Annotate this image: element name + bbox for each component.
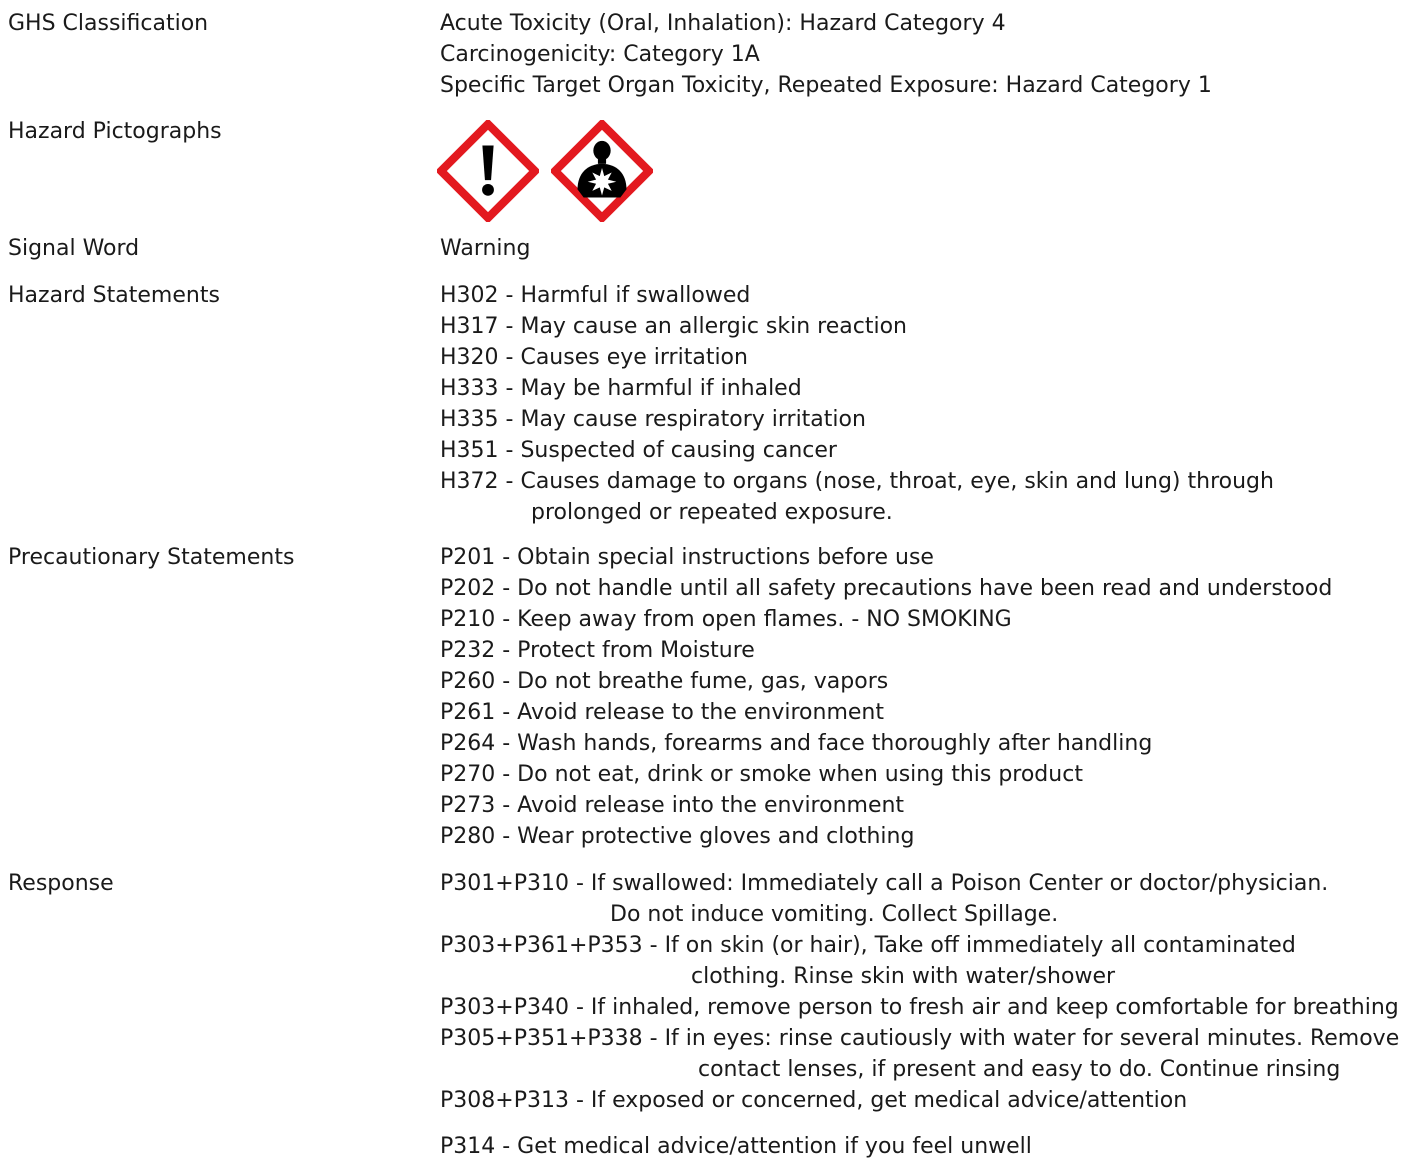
precautionary-statement: P232 - Protect from Moisture (440, 638, 755, 663)
precautionary-statement: P273 - Avoid release into the environment (440, 793, 905, 818)
precautionary-statement: P210 - Keep away from open flames. - NO SMOKING (440, 607, 1012, 632)
precautionary-statement: P280 - Wear protective gloves and clothing (440, 824, 915, 849)
ghs-classification-label: GHS Classification (8, 11, 209, 36)
response-statement-continuation: clothing. Rinse skin with water/shower (691, 964, 1116, 989)
precautionary-statement: P201 - Obtain special instructions before use (440, 545, 934, 570)
health-hazard-icon (551, 120, 653, 222)
hazard-statements-label: Hazard Statements (8, 283, 220, 308)
ghs-line: Acute Toxicity (Oral, Inhalation): Hazard Category 4 (440, 11, 1006, 36)
response-statement: P303+P340 - If inhaled, remove person to fresh air and keep comfortable for breathing (440, 995, 1399, 1020)
hazard-statement: H335 - May cause respiratory irritation (440, 407, 866, 432)
precautionary-statement: P260 - Do not breathe fume, gas, vapors (440, 669, 889, 694)
hazard-statement: H333 - May be harmful if inhaled (440, 376, 802, 401)
response-statement: P303+P361+P353 - If on skin (or hair), Take off immediately all contaminated (440, 933, 1296, 958)
hazard-statement: H317 - May cause an allergic skin reaction (440, 314, 907, 339)
precautionary-statement: P270 - Do not eat, drink or smoke when using this product (440, 762, 1083, 787)
precautionary-statement: P202 - Do not handle until all safety precautions have been read and understood (440, 576, 1333, 601)
response-label: Response (8, 871, 114, 896)
hazard-statement: H351 - Suspected of causing cancer (440, 438, 837, 463)
hazard-statement: H372 - Causes damage to organs (nose, throat, eye, skin and lung) through (440, 469, 1274, 494)
response-statement: P305+P351+P338 - If in eyes: rinse cautiously with water for several minutes. Remove (440, 1026, 1400, 1051)
precautionary-statement: P261 - Avoid release to the environment (440, 700, 884, 725)
hazard-statement: H302 - Harmful if swallowed (440, 283, 751, 308)
signal-word-label: Signal Word (8, 236, 140, 261)
response-statement: P314 - Get medical advice/attention if you feel unwell (440, 1134, 1032, 1159)
precautionary-statements-label: Precautionary Statements (8, 545, 295, 570)
exclamation-mark-icon (437, 120, 539, 222)
response-statement: P301+P310 - If swallowed: Immediately call a Poison Center or doctor/physician. (440, 871, 1329, 896)
hazard-statement-continuation: prolonged or repeated exposure. (531, 500, 893, 525)
hazard-pictographs-label: Hazard Pictographs (8, 119, 222, 144)
response-statement: P308+P313 - If exposed or concerned, get medical advice/attention (440, 1088, 1188, 1113)
ghs-line: Carcinogenicity: Category 1A (440, 42, 760, 67)
ghs-line: Specific Target Organ Toxicity, Repeated Exposure: Hazard Category 1 (440, 73, 1212, 98)
signal-word-value: Warning (440, 236, 531, 261)
precautionary-statement: P264 - Wash hands, forearms and face thoroughly after handling (440, 731, 1153, 756)
hazard-statement: H320 - Causes eye irritation (440, 345, 748, 370)
response-statement-continuation: Do not induce vomiting. Collect Spillage. (610, 902, 1059, 927)
response-statement-continuation: contact lenses, if present and easy to do. Continue rinsing (698, 1057, 1341, 1082)
